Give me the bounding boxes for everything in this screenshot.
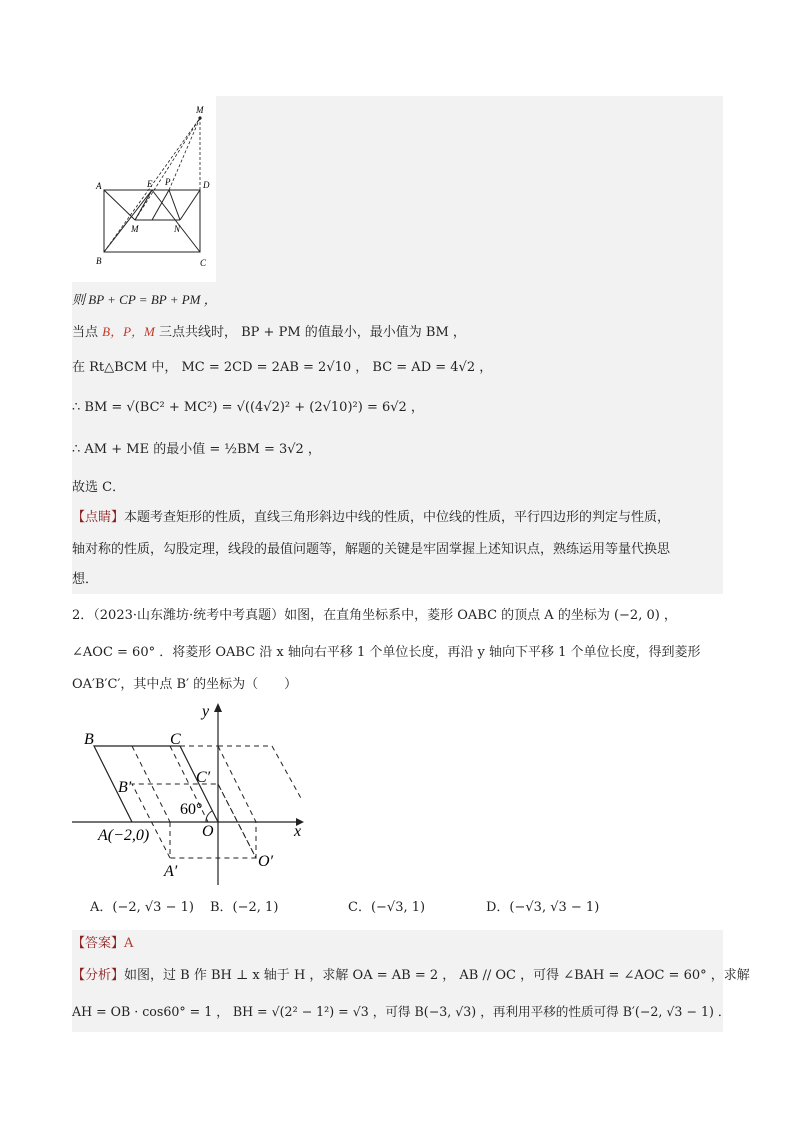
comment-line-3: 想．: [72, 572, 99, 587]
option-c[interactable]: C．(−√3, 1): [348, 900, 426, 915]
solution-line-2: 当点 B，P，M 三点共线时， BP + PM 的值最小，最小值为 BM ，: [72, 324, 466, 340]
label-c: C: [200, 258, 207, 268]
analysis-line-1: 【分析】如图，过 B 作 BH ⊥ x 轴于 H ，求解 OA = AB = 2 ， AB // OC ，可得 ∠BAH = ∠AOC = 60° ，求解: [72, 968, 750, 983]
label-n: N: [174, 224, 181, 234]
solution-line-6: 故选 C．: [72, 480, 126, 495]
label-d: D: [203, 180, 210, 190]
solution-line-3: 在 Rt△BCM 中， MC = 2CD = 2AB = 2√10 ， BC = AD = 4√2 ，: [72, 360, 493, 375]
solution-line-5: ∴ AM + ME 的最小值 = ½BM = 3√2 ，: [72, 442, 321, 457]
label-b: B: [84, 731, 94, 748]
label-o: O: [202, 823, 214, 840]
rhombus-figure: [72, 700, 312, 890]
analysis-line-2: AH = OB · cos60° = 1 ， BH = √(2² − 1²) = √3 ，可得 B(−3, √3) ，再利用平移的性质可得 B′(−2, √3 − 1) ．: [72, 1004, 731, 1019]
label-b: B: [96, 256, 102, 266]
label-c: C: [170, 731, 181, 748]
label-m-top: M: [196, 105, 204, 115]
collinear-points: B，P，M: [102, 324, 155, 339]
label-angle: 60°: [180, 801, 203, 818]
solution-line-1: 则 BP + CP = BP + PM ，: [72, 292, 217, 307]
label-a-prime: A′: [164, 863, 178, 880]
question-2-line-2: ∠AOC = 60° ．将菱形 OABC 沿 x 轴向右平移 1 个单位长度，再沿 y 轴向下平移 1 个单位长度，得到菱形: [72, 645, 701, 660]
rectangle-figure: [72, 96, 216, 282]
answer-line: [72, 934, 133, 954]
question-2-line-1: 2．（2023·山东潍坊·统考中考真题）如图，在直角坐标系中，菱形 OABC 的顶点 A 的坐标为 (−2, 0) ，: [72, 608, 677, 623]
comment-line-1: 【点睛】本题考查矩形的性质，直线三角形斜边中线的性质，中位线的性质，平行四边形的判定与性质，: [72, 510, 671, 525]
option-a[interactable]: A．(−2, √3 − 1): [90, 900, 194, 915]
label-y-axis: y: [202, 703, 210, 720]
label-p: P: [165, 177, 171, 187]
analysis-tag: 【分析】: [72, 968, 125, 983]
label-a: A: [96, 181, 102, 191]
comment-tag: 【点睛】: [72, 510, 125, 525]
label-x-axis: x: [294, 823, 302, 840]
label-b-prime: B′: [118, 779, 132, 796]
answer-tag: 【答案】: [72, 936, 125, 951]
label-m: M: [131, 224, 139, 234]
option-d[interactable]: D．(−√3, √3 − 1): [486, 900, 600, 915]
comment-line-2: 轴对称的性质，勾股定理，线段的最值问题等，解题的关键是牢固掌握上述知识点，熟练运用等量代换思: [72, 542, 671, 557]
question-2-line-3: OA′B′C′，其中点 B′ 的坐标为（ ）: [72, 677, 298, 692]
label-e: E: [147, 179, 153, 189]
answer-value: A: [124, 936, 134, 951]
option-b[interactable]: B．(−2, 1): [210, 900, 279, 915]
label-c-prime: C′: [196, 769, 211, 786]
label-o-prime: O′: [258, 853, 274, 870]
solution-line-4: ∴ BM = √(BC² + MC²) = √((4√2)² + (2√10)²) = 6√2 ，: [72, 400, 424, 415]
label-a: A(−2,0): [98, 827, 150, 844]
